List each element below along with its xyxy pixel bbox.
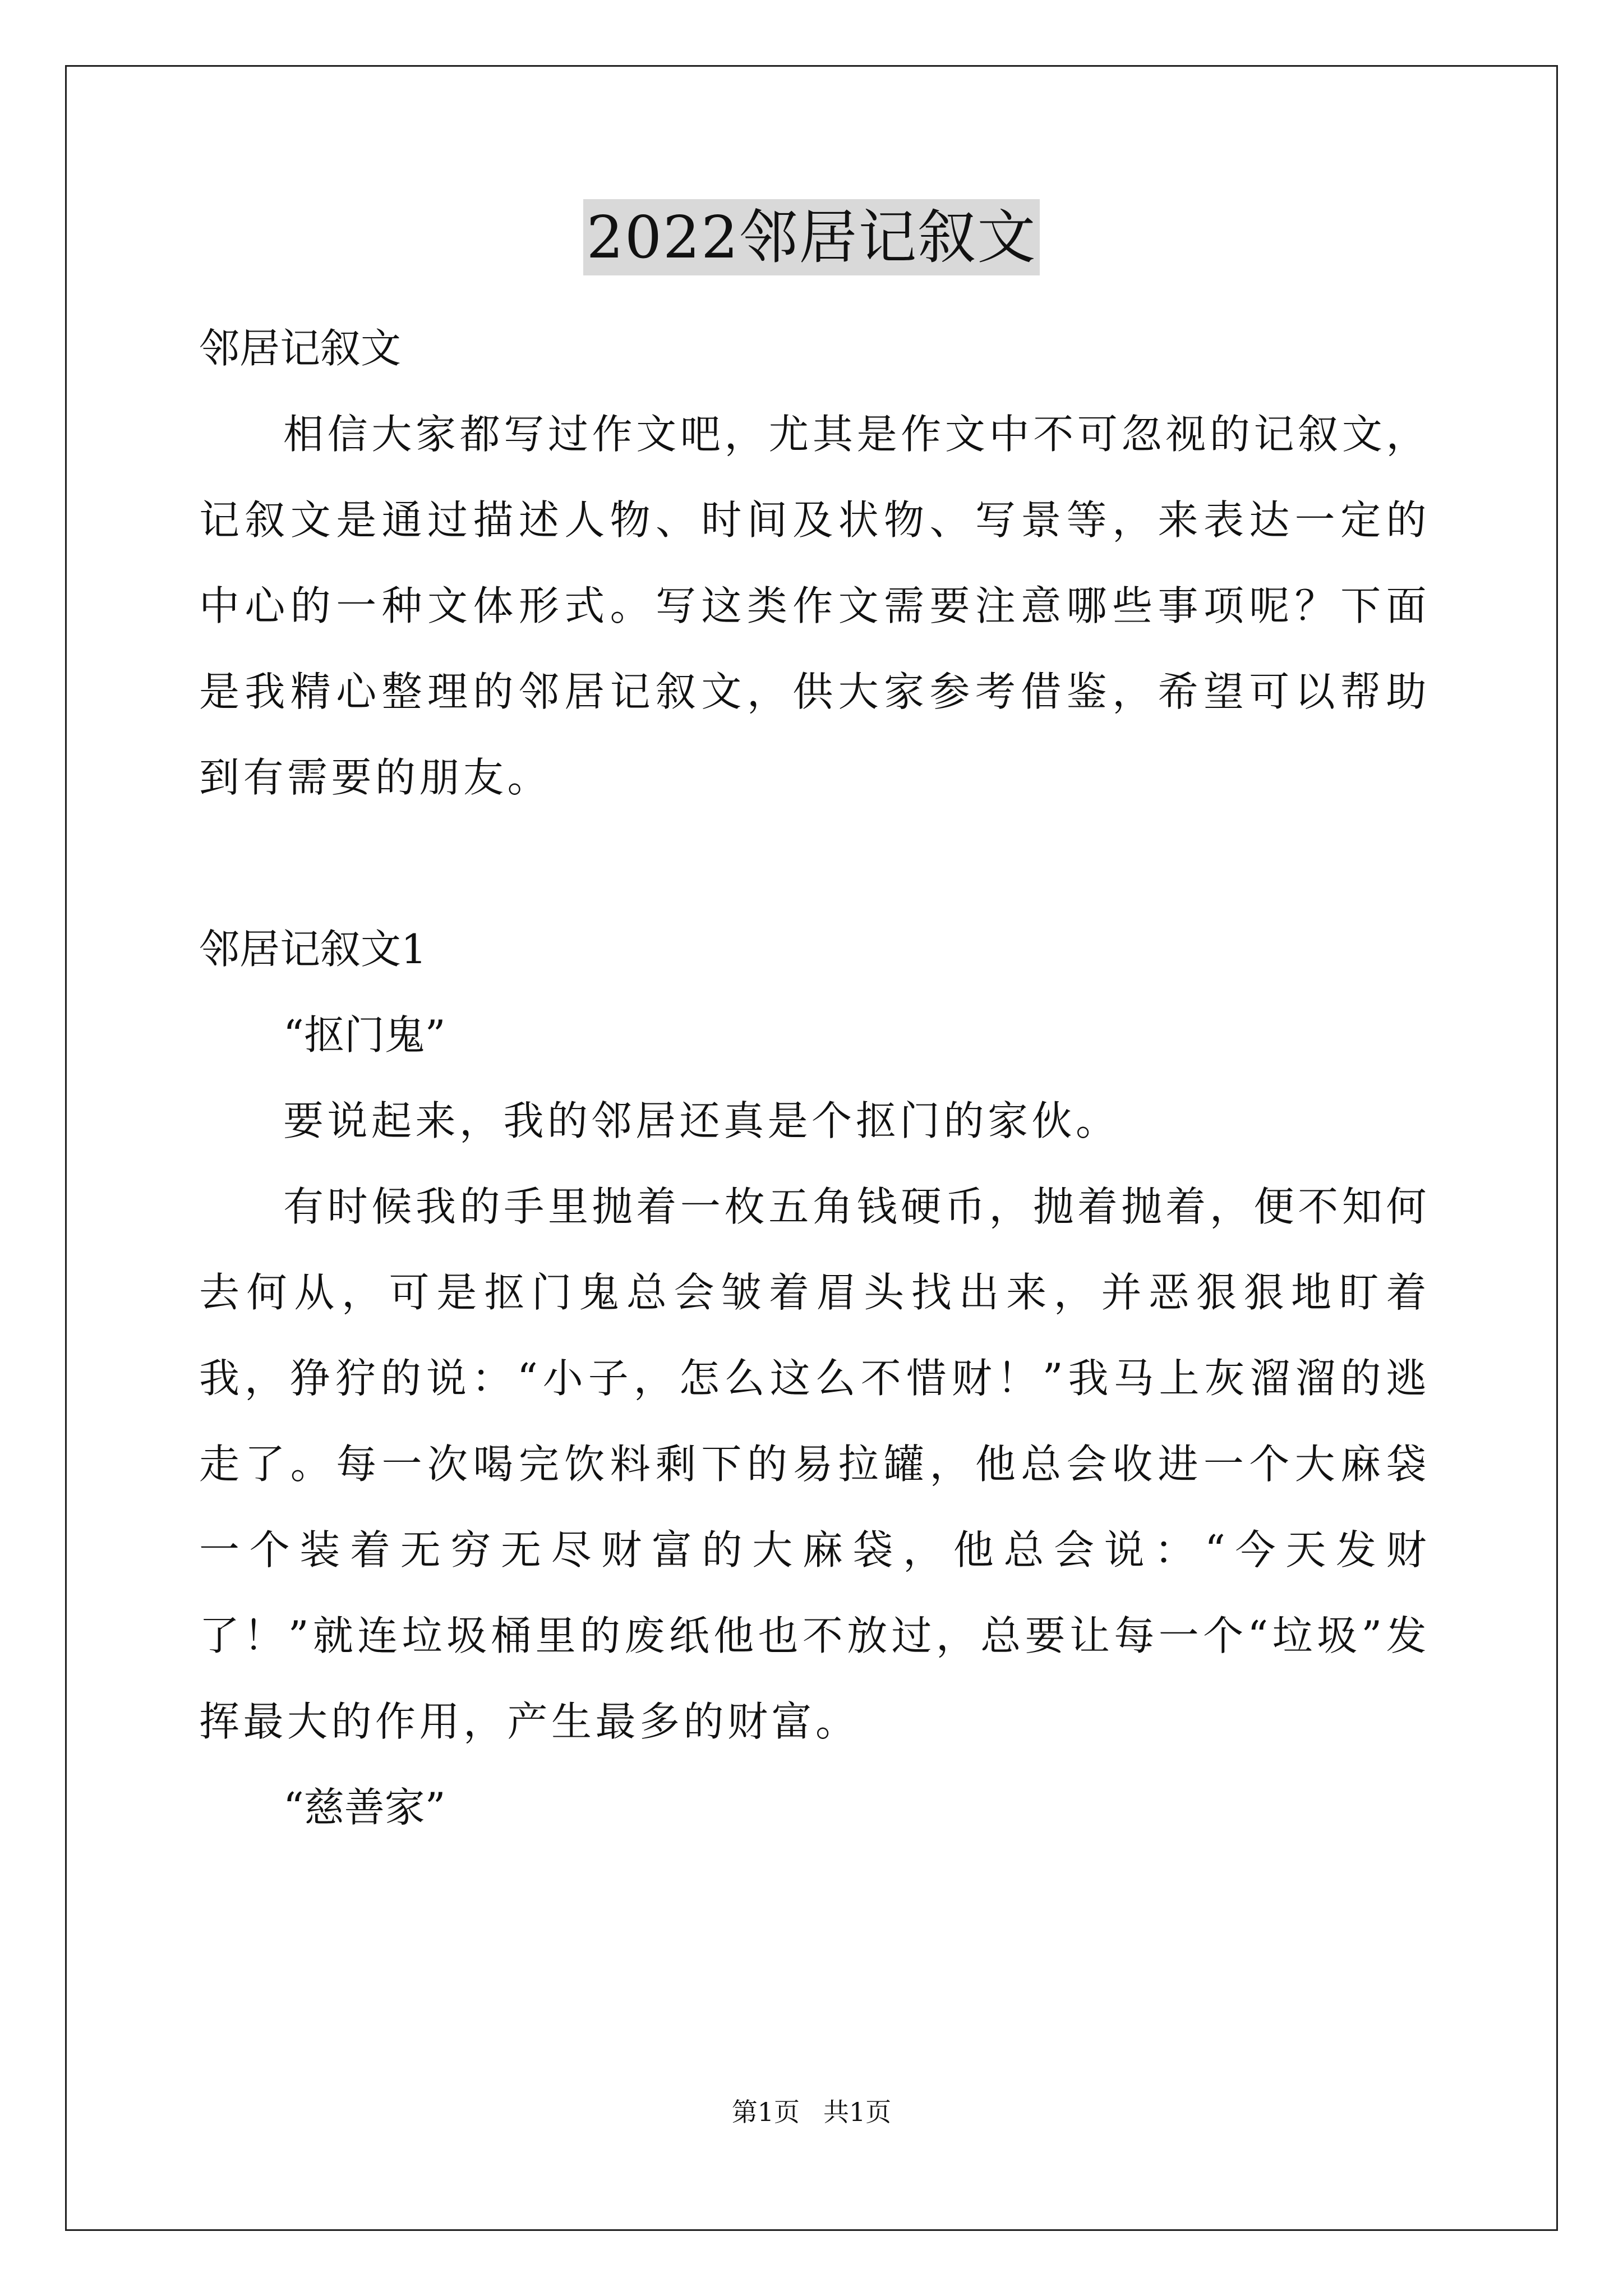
section-heading: 邻居记叙文1 bbox=[199, 926, 427, 973]
intro-paragraph: 相信大家都写过作文吧，尤其是作文中不可忽视的记叙文，记叙文是通过描述人物、时间及状物、写景等，来表达一定的中心的一种文体形式。写这类作文需要注意哪些事项呢？下面是我精心整理的邻居记叙文，供大家参考借鉴，希望可以帮助到有需要的朋友。 bbox=[199, 411, 1430, 801]
subtitle-stingy: “抠门鬼” bbox=[283, 1011, 446, 1059]
section-gap bbox=[199, 821, 1430, 907]
document-body bbox=[199, 306, 1430, 1851]
page-total: 共1页 bbox=[823, 2097, 892, 2127]
page-footer bbox=[0, 2095, 1623, 2129]
paragraph-2: 有时候我的手里抛着一枚五角钱硬币，抛着抛着，便不知何去何从，可是抠门鬼总会皱着眉头找出来，并恶狠狠地盯着我，狰狞的说：“小子，怎么这么不惜财！”我马上灰溜溜的逃走了。每一次喝完饮料剩下的易拉罐，他总会收进一个大麻袋一个装着无穷无尽财富的大麻袋，他总会说：“今天发财了！”就连垃圾桶里的废纸他也不放过，总要让每一个“垃圾”发挥最大的作用，产生最多的财富。 bbox=[199, 1183, 1430, 1745]
page-number: 第1页 bbox=[731, 2097, 800, 2127]
document-title: 2022邻居记叙文 bbox=[583, 199, 1040, 275]
title-container bbox=[0, 199, 1623, 275]
intro-heading: 邻居记叙文 bbox=[199, 325, 402, 372]
paragraph-1: 要说起来，我的邻居还真是个抠门的家伙。 bbox=[283, 1097, 1120, 1144]
subtitle-philanthropist: “慈善家” bbox=[283, 1784, 446, 1831]
